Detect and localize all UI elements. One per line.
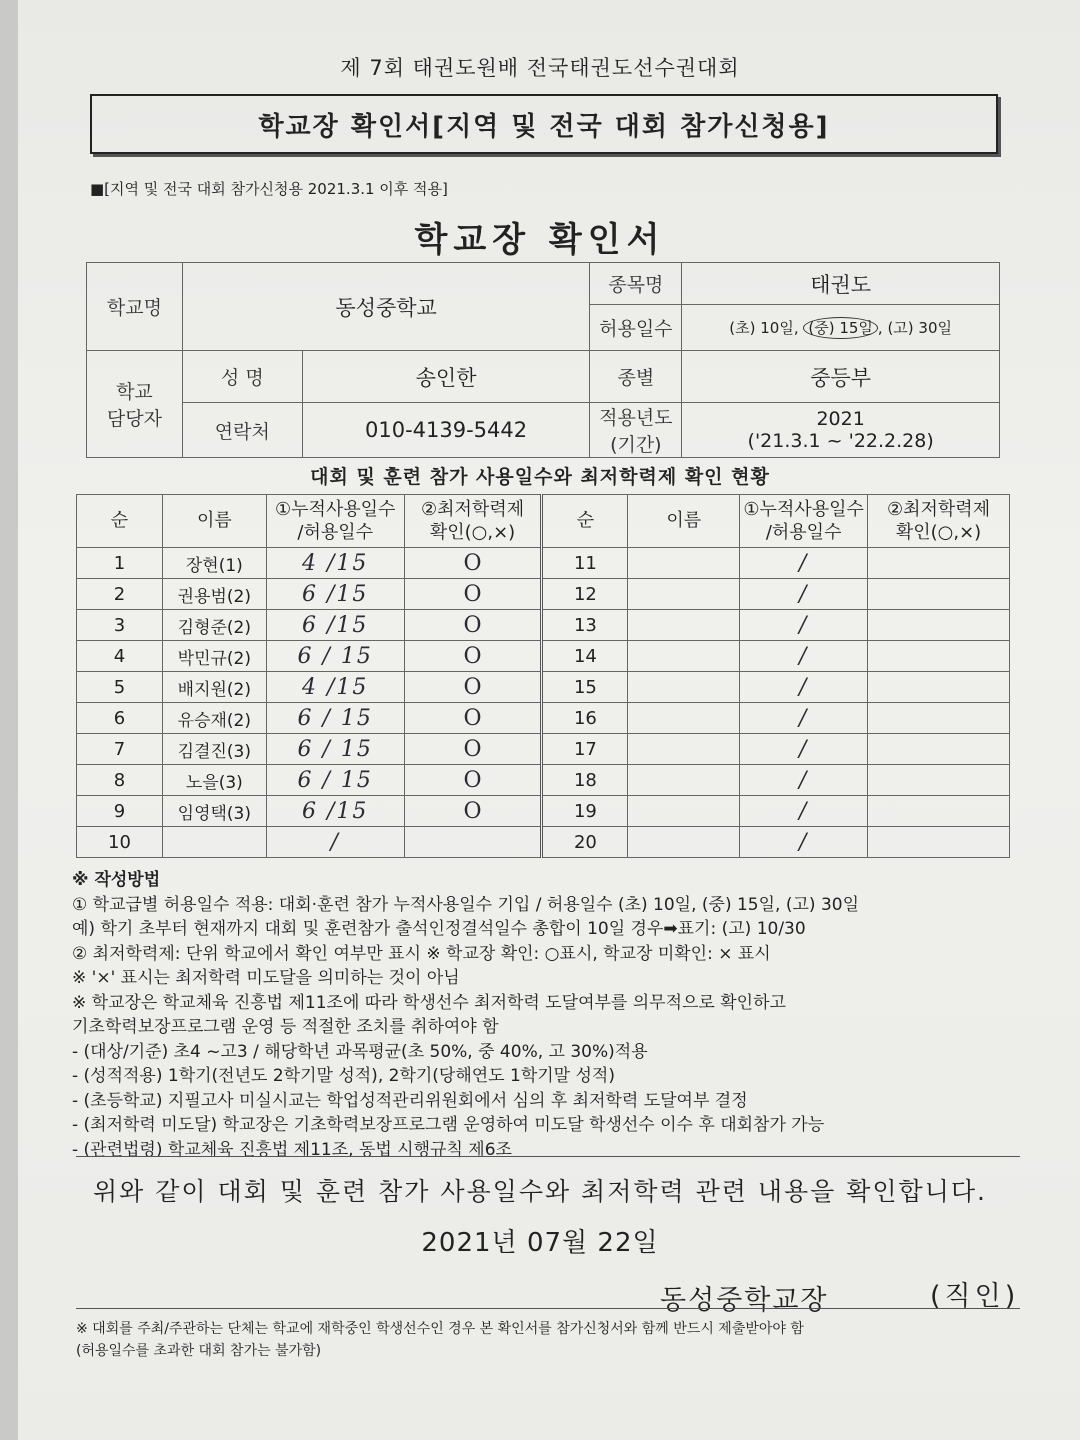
roster-row [77,579,1010,610]
student-name [628,579,740,610]
min-academic-check [868,765,1010,796]
days-used: / [740,548,868,579]
instruction-line: 기초학력보장프로그램 운영 등 적절한 조치를 취하여야 함 [72,1017,499,1037]
year-value [682,403,1000,458]
days-used: / [740,827,868,858]
min-academic-check [404,827,542,858]
instruction-line: ※ 학교장은 학교체육 진흥법 제11조에 따라 학생선수 최저학력 도달여부를 의무적으로 확인하고 [72,992,786,1013]
days-used: 6 /15 [266,796,404,827]
col-name-right: 이름 [628,495,740,548]
school-info-table [86,262,1000,458]
row-number: 15 [542,672,628,703]
staff-name-value: 송인한 [302,351,590,403]
instruction-line: - (대상/기준) 초4 ~고3 / 해당학년 과목평균(초 50%, 중 40%, 고 30%)적용 [72,1041,648,1062]
student-name: 김결진(3) [162,734,266,765]
roster-section-title: 대회 및 훈련 참가 사용일수와 최저학력제 확인 현황 [310,466,770,488]
min-academic-check: O [404,796,542,827]
instruction-line: - (최저학력 미도달) 학교장은 기초학력보장프로그램 운영하여 미도달 학생선수 이수 후 대회참가 가능 [72,1115,825,1135]
col-days-right-line1: ①누적사용일수 [743,498,864,520]
roster-header-row [77,495,1010,548]
min-academic-check [868,641,1010,672]
days-used: / [740,579,868,610]
student-name: 장현(1) [162,548,266,579]
col-check-right-line1: ②최저학력제 [887,498,991,520]
sport-value: 태권도 [682,263,1000,305]
instruction-line: - (관련법령) 학교체육 진흥법 제11조, 동법 시행규칙 제6조 [72,1139,512,1160]
contact-label: 연락처 [182,403,302,458]
student-name [162,827,266,858]
sport-label: 종목명 [590,263,682,305]
min-academic-check: O [404,579,542,610]
roster-row [77,610,1010,641]
school-name-value: 동성중학교 [182,263,590,351]
student-name [628,734,740,765]
col-check-right [868,495,1010,548]
footer-note-line2: (허용일수를 초과한 대회 참가는 불가함) [76,1343,322,1359]
col-no-left: 순 [77,495,163,548]
student-name: 김형준(2) [162,610,266,641]
col-check-left [404,495,542,548]
row-number: 19 [542,796,628,827]
student-name [628,796,740,827]
instructions [72,868,1022,1162]
principal-signature: 동성중학교장 [660,1285,829,1316]
days-used: / [740,765,868,796]
min-academic-check: O [404,703,542,734]
min-academic-check: O [404,610,542,641]
min-academic-check: O [404,672,542,703]
divider [76,1308,1020,1309]
year-label-line2: (기간) [610,434,662,456]
school-name-label: 학교명 [87,263,183,351]
row-number: 13 [542,610,628,641]
min-academic-check [868,734,1010,765]
allowed-days-high: , (고) 30일 [877,319,952,337]
col-days-left-line1: ①누적사용일수 [274,498,396,520]
student-name [628,610,740,641]
row-number: 7 [77,734,163,765]
row-number: 12 [542,579,628,610]
student-name [628,703,740,734]
footer-note-line1: ※ 대회를 주최/주관하는 단체는 학교에 재학중인 학생선수인 경우 본 확인서를 참가신청서와 함께 반드시 제출받아야 함 [76,1321,804,1337]
divider [76,1156,1020,1157]
allowed-days-elementary: (초) 10일, [729,319,799,337]
min-academic-check [868,827,1010,858]
student-name [628,765,740,796]
min-academic-check [868,796,1010,827]
row-number: 20 [542,827,628,858]
roster-row [77,548,1010,579]
official-seal: (직인) [930,1281,1020,1312]
row-number: 8 [77,765,163,796]
min-academic-check [868,579,1010,610]
col-days-left [266,495,404,548]
student-name: 유승재(2) [162,703,266,734]
row-number: 3 [77,610,163,641]
row-number: 16 [542,703,628,734]
col-check-left-line1: ②최저학력제 [421,498,525,520]
student-name: 노을(3) [162,765,266,796]
event-title: 제 7회 태권도원배 전국태권도선수권대회 [340,56,740,80]
contact-value: 010-4139-5442 [302,403,590,458]
col-days-left-line2: /허용일수 [297,522,374,543]
min-academic-check [868,672,1010,703]
days-used: / [740,796,868,827]
min-academic-check [868,703,1010,734]
student-name [628,827,740,858]
min-academic-check: O [404,734,542,765]
row-number: 11 [542,548,628,579]
category-value: 중등부 [682,351,1000,403]
instructions-heading: ※ 작성방법 [72,870,161,890]
row-number: 4 [77,641,163,672]
instruction-line: ① 학교급별 허용일수 적용: 대회·훈련 참가 누적사용일수 기입 / 허용일수 (초) 10일, (중) 15일, (고) 30일 [72,894,860,915]
days-used: 6 / 15 [266,641,404,672]
instruction-line: ※ '×' 표시는 최저학력 미도달을 의미하는 것이 아님 [72,968,460,988]
col-days-right [740,495,868,548]
row-number: 10 [77,827,163,858]
form-banner-text: 학교장 확인서[지역 및 전국 대회 참가신청용] [258,111,830,142]
days-used: / [266,827,404,858]
days-used: 6 / 15 [266,734,404,765]
year-label-line1: 적용년도 [599,407,673,429]
roster-row [77,703,1010,734]
days-used: / [740,703,868,734]
instruction-line: ② 최저학력제: 단위 학교에서 확인 여부만 표시 ※ 학교장 확인: ○표시, 학교장 미확인: × 표시 [72,943,771,964]
days-used: 6 /15 [266,610,404,641]
document-title: 학교장 확인서 [414,220,666,260]
footer-note [76,1318,1020,1362]
row-number: 14 [542,641,628,672]
allowed-days-middle-circled: (중) 15일 [803,317,878,339]
confirmation-statement: 위와 같이 대회 및 훈련 참가 사용일수와 최저학력 관련 내용을 확인합니다. [93,1177,987,1206]
instruction-line: - (성적적용) 1학기(전년도 2학기말 성적), 2학기(당해연도 1학기말 성적) [72,1066,615,1086]
min-academic-check: O [404,765,542,796]
staff-label [87,351,183,458]
student-name: 배지원(2) [162,672,266,703]
col-check-left-line2: 확인(○,×) [429,522,516,543]
staff-name-label: 성 명 [182,351,302,403]
col-no-right: 순 [542,495,628,548]
col-days-right-line2: /허용일수 [765,522,842,543]
student-name: 권용범(2) [162,579,266,610]
days-used: 4 /15 [266,548,404,579]
instruction-line: 예) 학기 초부터 현재까지 대회 및 훈련참가 출석인정결석일수 총합이 10일 경우➡표기: (고) 10/30 [72,919,806,939]
student-name: 임영택(3) [162,796,266,827]
roster-body [77,548,1010,858]
roster-row [77,672,1010,703]
roster-row [77,641,1010,672]
year-value-line2: ('21.3.1 ~ '22.2.28) [747,430,934,452]
row-number: 18 [542,765,628,796]
days-used: / [740,672,868,703]
min-academic-check: O [404,641,542,672]
staff-label-line1: 학교 [116,381,153,403]
allowed-days-value [682,305,1000,351]
row-number: 9 [77,796,163,827]
col-check-right-line2: 확인(○,×) [895,522,982,543]
roster-row [77,734,1010,765]
instruction-line: - (초등학교) 지필고사 미실시교는 학업성적관리위원회에서 심의 후 최저학력 도달여부 결정 [72,1090,748,1111]
form-banner [90,94,998,154]
student-name [628,672,740,703]
days-used: 6 / 15 [266,703,404,734]
signature-date: 2021년 07월 22일 [421,1228,659,1258]
min-academic-check: O [404,548,542,579]
applied-note: ■[지역 및 전국 대회 참가신청용 2021.3.1 이후 적용] [90,180,448,198]
year-value-line1: 2021 [816,408,865,430]
student-name [628,641,740,672]
category-label: 종별 [590,351,682,403]
min-academic-check [868,548,1010,579]
days-used: / [740,641,868,672]
days-used: / [740,610,868,641]
student-name: 박민규(2) [162,641,266,672]
row-number: 17 [542,734,628,765]
roster-row [77,765,1010,796]
roster-table [76,494,1010,858]
student-name [628,548,740,579]
row-number: 2 [77,579,163,610]
row-number: 1 [77,548,163,579]
year-label [590,403,682,458]
allowed-days-label: 허용일수 [590,305,682,351]
staff-label-line2: 담당자 [106,408,162,430]
days-used: / [740,734,868,765]
row-number: 6 [77,703,163,734]
days-used: 6 / 15 [266,765,404,796]
days-used: 6 /15 [266,579,404,610]
row-number: 5 [77,672,163,703]
roster-row [77,796,1010,827]
days-used: 4 /15 [266,672,404,703]
col-name-left: 이름 [162,495,266,548]
roster-row [77,827,1010,858]
min-academic-check [868,610,1010,641]
